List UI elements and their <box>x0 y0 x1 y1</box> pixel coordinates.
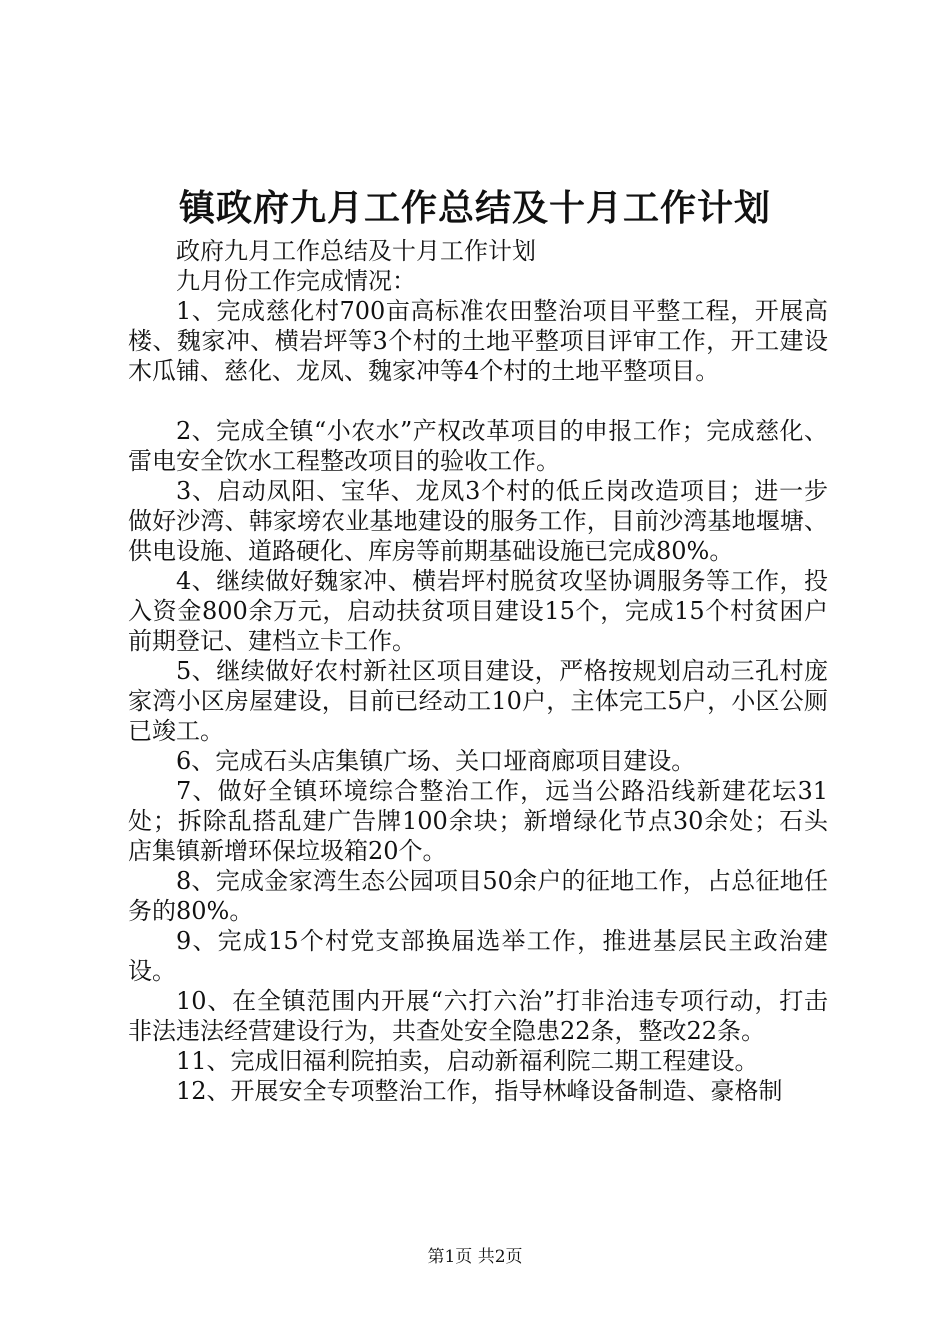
paragraph-section-heading: 九月份工作完成情况： <box>176 267 416 295</box>
paragraph-item-5: 5、继续做好农村新社区项目建设，严格按规划启动三孔村庞家湾小区房屋建设，目前已经动工10户，主体完工5户，小区公厕已竣工。 <box>128 657 828 745</box>
document-title: 镇政府九月工作总结及十月工作计划 <box>178 187 771 229</box>
paragraph-item-11: 11、完成旧福利院拍卖，启动新福利院二期工程建设。 <box>176 1047 759 1075</box>
paragraph-item-9: 9、完成15个村党支部换届选举工作，推进基层民主政治建设。 <box>128 927 828 985</box>
paragraph-item-6: 6、完成石头店集镇广场、关口垭商廊项目建设。 <box>176 747 696 775</box>
page-number-footer: 第1页 共2页 <box>427 1247 523 1267</box>
document-body <box>128 236 828 1106</box>
paragraph-item-10: 10、在全镇范围内开展“六打六治”打非治违专项行动，打击非法违法经营建设行为，共查处安全隐患22条，整改22条。 <box>128 987 828 1045</box>
paragraph-item-7: 7、做好全镇环境综合整治工作，远当公路沿线新建花坛31处；拆除乱搭乱建广告牌100余块；新增绿化节点30余处；石头店集镇新增环保垃圾箱20个。 <box>128 777 828 865</box>
paragraph-item-12: 12、开展安全专项整治工作，指导林峰设备制造、豪格制 <box>176 1077 783 1105</box>
paragraph-item-4: 4、继续做好魏家冲、横岩坪村脱贫攻坚协调服务等工作，投入资金800余万元，启动扶贫项目建设15个，完成15个村贫困户前期登记、建档立卡工作。 <box>128 567 828 655</box>
paragraph-item-1: 1、完成慈化村700亩高标准农田整治项目平整工程，开展高楼、魏家冲、横岩坪等3个村的土地平整项目评审工作，开工建设木瓜铺、慈化、龙凤、魏家冲等4个村的土地平整项目。 <box>128 297 828 385</box>
paragraph-item-2: 2、完成全镇“小农水”产权改革项目的申报工作；完成慈化、雷电安全饮水工程整改项目的验收工作。 <box>128 417 828 475</box>
paragraph-item-3: 3、启动凤阳、宝华、龙凤3个村的低丘岗改造项目；进一步做好沙湾、韩家塝农业基地建设的服务工作，目前沙湾基地堰塘、供电设施、道路硬化、库房等前期基础设施已完成80%。 <box>128 477 828 565</box>
paragraph-item-8: 8、完成金家湾生态公园项目50余户的征地工作，占总征地任务的80%。 <box>128 867 828 925</box>
paragraph-subtitle: 政府九月工作总结及十月工作计划 <box>176 237 536 265</box>
